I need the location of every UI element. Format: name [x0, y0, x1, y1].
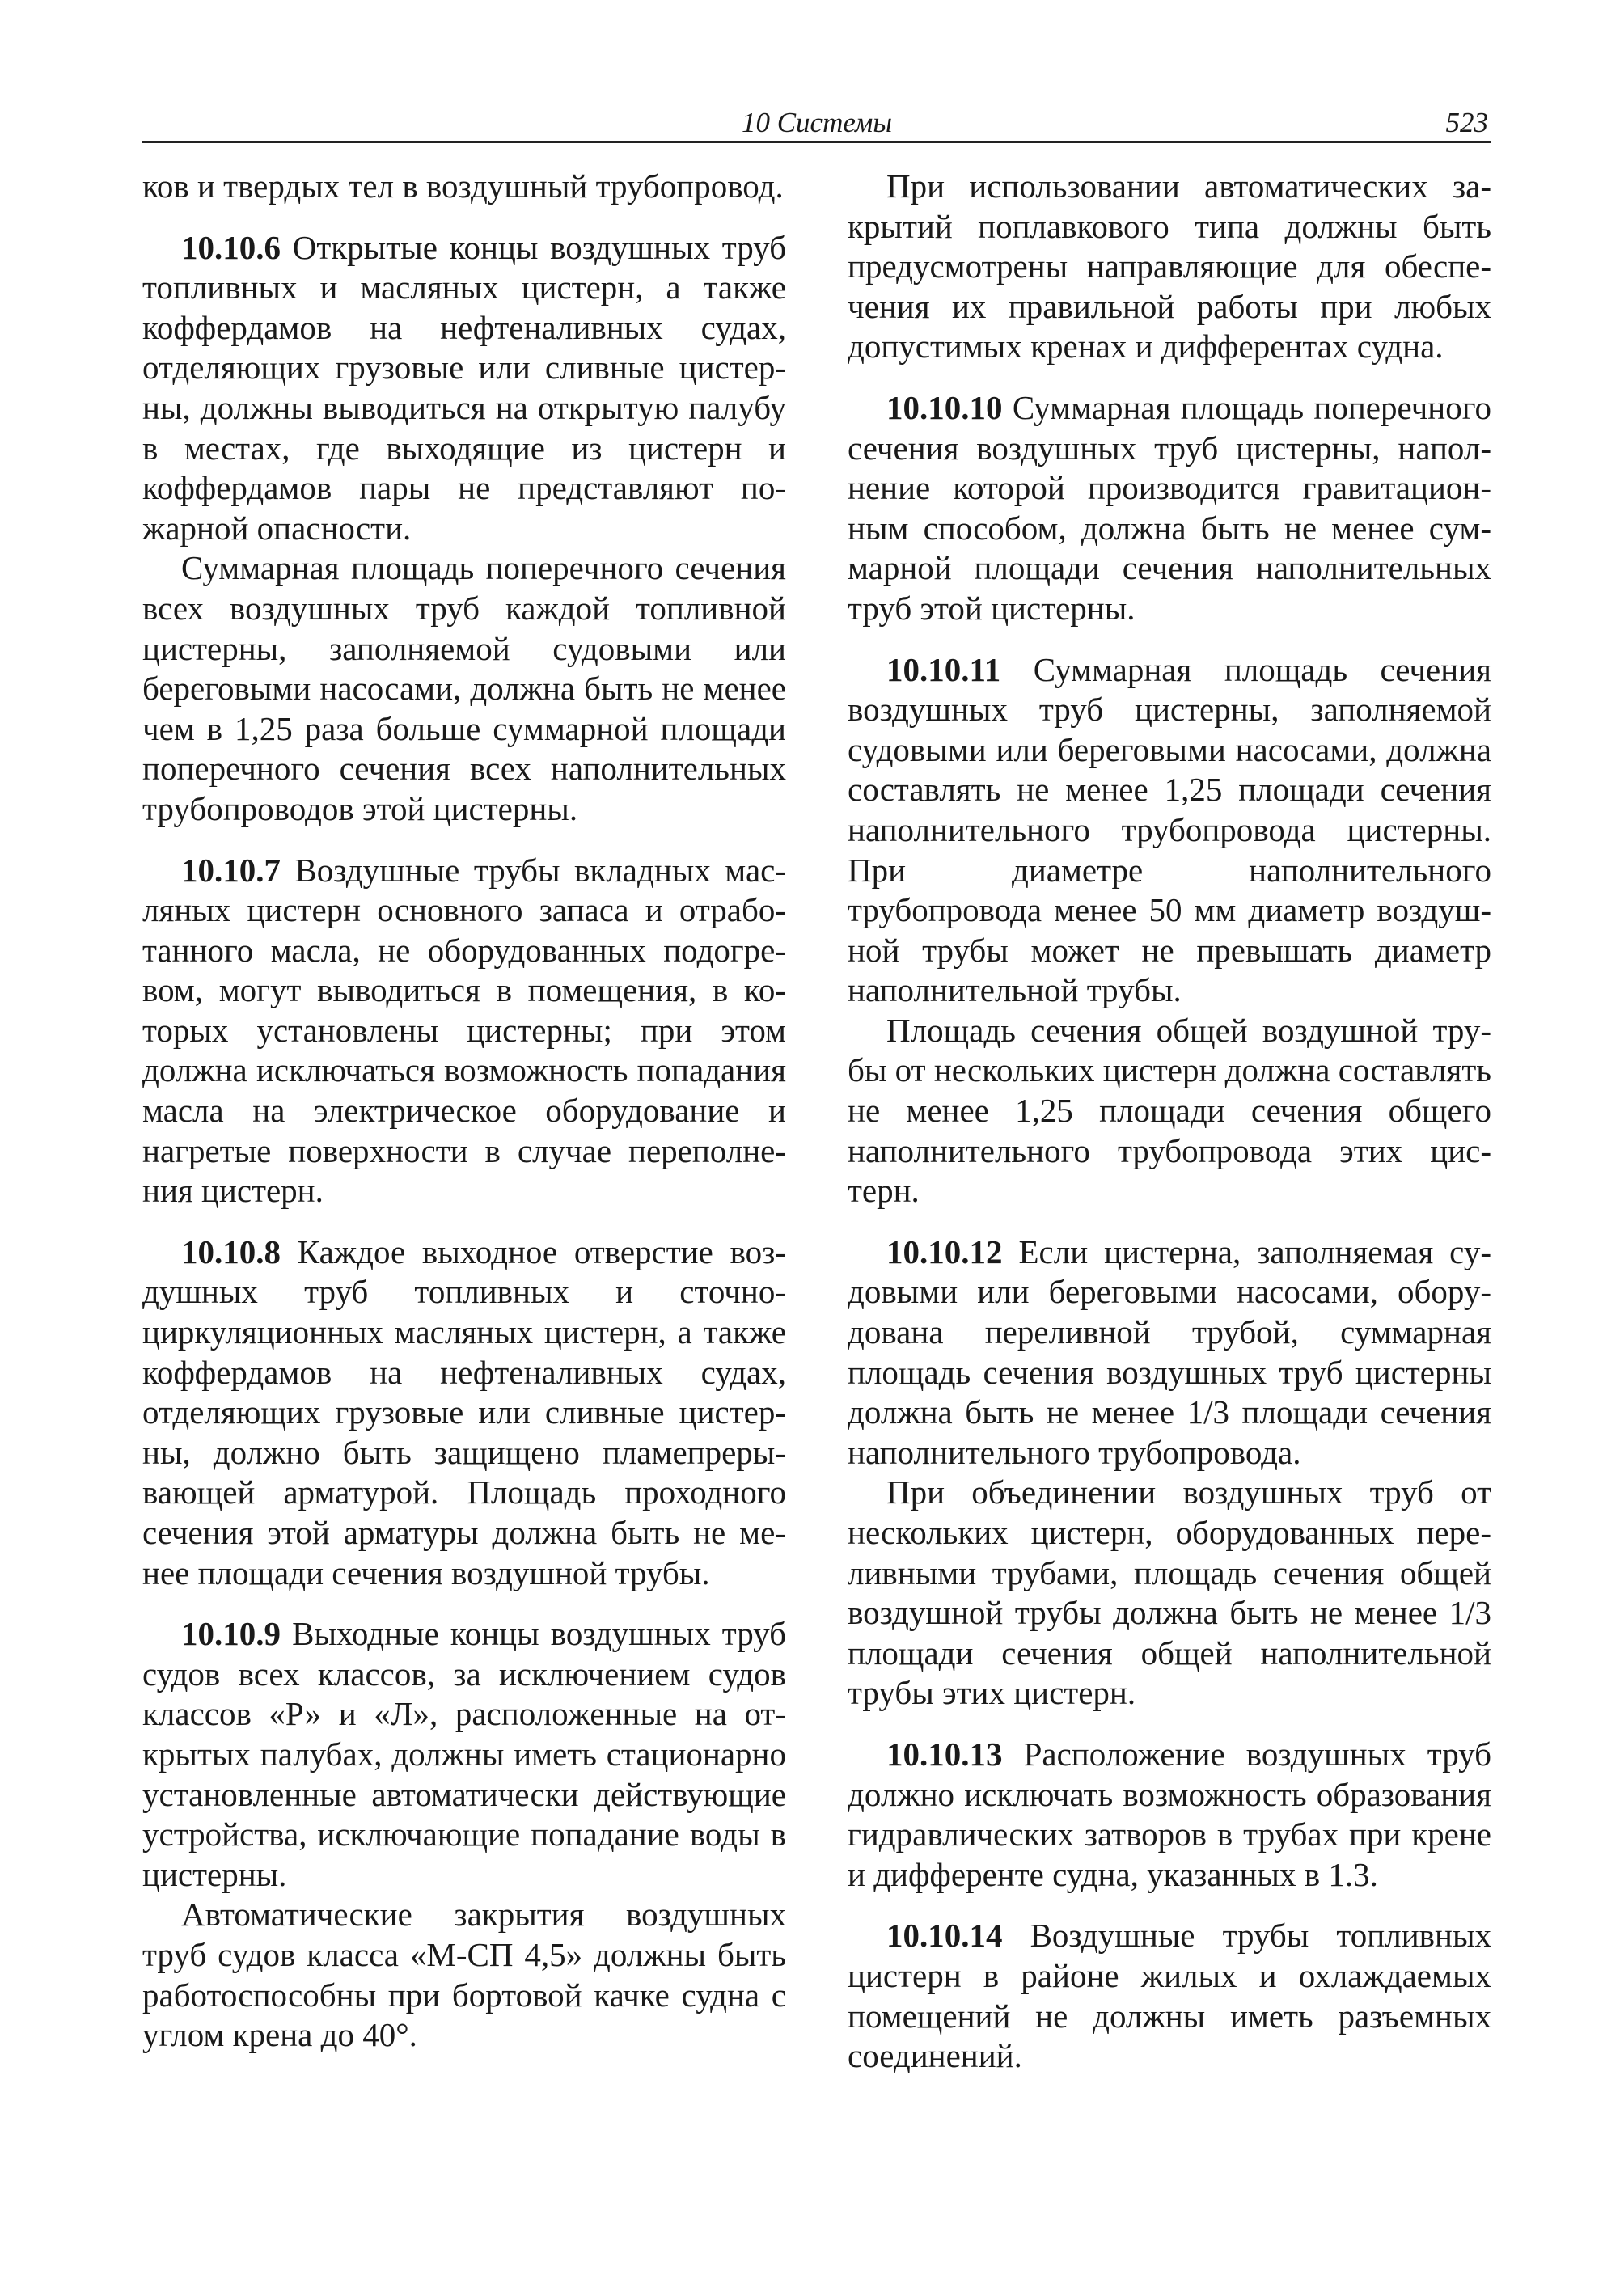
- clause-10-10-11: [848, 650, 1491, 1011]
- clause-text: Открытые концы воздушных труб топливных и масляных цистерн, а также коффердамов на нефтеналивных судах, отделяющих грузовые или сливные цистерны, должны выводиться на открытую палубу в местах, где выходящие из цистерн и коффердамов пары не представляют пожарной опасности.: [142, 228, 786, 547]
- clause-text: Расположение воздушных труб должно исключать возможность образования гидравлических затворов в трубах при крене и дифференте судна, указанных в 1.3.: [848, 1735, 1491, 1893]
- clause-10-10-7: [142, 851, 786, 1211]
- clause-number: 10.10.14: [886, 1917, 1003, 1955]
- clause-text: Воздушные трубы топливных цистерн в районе жилых и охлаждаемых помещений не должны иметь разъемных соединений.: [848, 1917, 1491, 2075]
- clause-10-10-14: [848, 1916, 1491, 2076]
- clause-number: 10.10.8: [181, 1232, 281, 1270]
- left-column: [142, 167, 786, 2056]
- clause-number: 10.10.10: [886, 388, 1003, 426]
- paragraph: [848, 1473, 1491, 1714]
- clause-number: 10.10.11: [886, 650, 1001, 688]
- paragraph-text: Автоматические закрытия воздушных труб судов класса «М-СП 4,5» должны быть работоспособны при бортовой качке судна с углом крена до 40°.: [142, 1896, 786, 2054]
- clause-text: Воздушные трубы вкладных масляных цистерн основного запаса и отработанного масла, не оборудованных подогревом, могут выводиться в помещения, в которых установлены цистерны; при этом должна исключаться возможность попадания масла на электрическое оборудование и нагретые поверхности в случае переполнения цистерн.: [142, 851, 786, 1210]
- clause-10-10-6: [142, 228, 786, 549]
- clause-text: Суммарная площадь поперечного сечения воздушных труб цистерны, наполнение которой производится гравитационным способом, должна быть не менее суммарной площади сечения наполнительных труб этой цистерны.: [848, 388, 1491, 627]
- clause-10-10-12: [848, 1232, 1491, 1473]
- paragraph: [142, 548, 786, 829]
- paragraph-text: ков и твердых тел в воздушный трубопровод.: [142, 167, 784, 205]
- section-title: 10 Системы: [741, 107, 893, 138]
- paragraph-text: При объединении воздушных труб от нескольких цистерн, оборудованных переливными трубами, площадь сечения общей воздушной трубы должна быть не менее 1/3 площади сечения общей наполнительной трубы этих цистерн.: [848, 1473, 1491, 1712]
- clause-10-10-8: [142, 1232, 786, 1593]
- clause-number: 10.10.6: [181, 228, 281, 266]
- paragraph: [848, 167, 1491, 367]
- clause-number: 10.10.12: [886, 1232, 1003, 1270]
- right-column: [848, 167, 1491, 2077]
- paragraph: [142, 1895, 786, 2055]
- clause-10-10-9: [142, 1614, 786, 1895]
- running-header: [142, 104, 1491, 143]
- clause-10-10-10: [848, 388, 1491, 629]
- paragraph-text: Площадь сечения общей воздушной трубы от нескольких цистерн должна составлять не менее 1,25 площади сечения общего наполнительного трубопровода этих цистерн.: [848, 1011, 1491, 1210]
- clause-text: Выходные концы воздушных труб судов всех классов, за исключением судов классов «Р» и «Л», расположенные на открытых палубах, должны иметь стационарно установленные автоматически действующие устройства, исключающие попадание воды в цистерны.: [142, 1615, 786, 1893]
- clause-text: Суммарная площадь сечения воздушных труб цистерны, заполняемой судовыми или береговыми насосами, должна составлять не менее 1,25 площади сечения наполнительного трубопровода цистерны. При диаметре наполнительного трубопровода менее 50 мм диаметр воздушной трубы может не превышать диаметр наполнительной трубы.: [848, 650, 1491, 1009]
- clause-number: 10.10.13: [886, 1735, 1003, 1773]
- clause-10-10-13: [848, 1735, 1491, 1895]
- clause-text: Если цистерна, заполняемая судовыми или береговыми насосами, оборудована переливной трубой, суммарная площадь сечения воздушных труб цистерны должна быть не менее 1/3 площади сечения наполнительного трубопровода.: [848, 1232, 1491, 1471]
- paragraph: [142, 167, 786, 207]
- clause-number: 10.10.9: [181, 1615, 281, 1653]
- clause-text: Каждое выходное отверстие воздушных труб топливных и сточно-циркуляционных масляных цистерн, а также коффердамов на нефтеналивных судах, отделяющих грузовые или сливные цистерны, должно быть защищено пламепрерывающей арматурой. Площадь проходного сечения этой арматуры должна быть не менее площади сечения воздушной трубы.: [142, 1232, 786, 1591]
- paragraph: [848, 1011, 1491, 1211]
- paragraph-text: Суммарная площадь поперечного сечения всех воздушных труб каждой топливной цистерны, заполняемой судовыми или береговыми насосами, должна быть не менее чем в 1,25 раза больше суммарной площади поперечного сечения всех наполнительных трубопроводов этой цистерны.: [142, 549, 786, 827]
- clause-number: 10.10.7: [181, 851, 281, 889]
- page-number: 523: [1445, 107, 1488, 138]
- paragraph-text: При использовании автоматических закрытий поплавкового типа должны быть предусмотрены направляющие для обеспечения их правильной работы при любых допустимых кренах и дифферентах судна.: [848, 167, 1491, 366]
